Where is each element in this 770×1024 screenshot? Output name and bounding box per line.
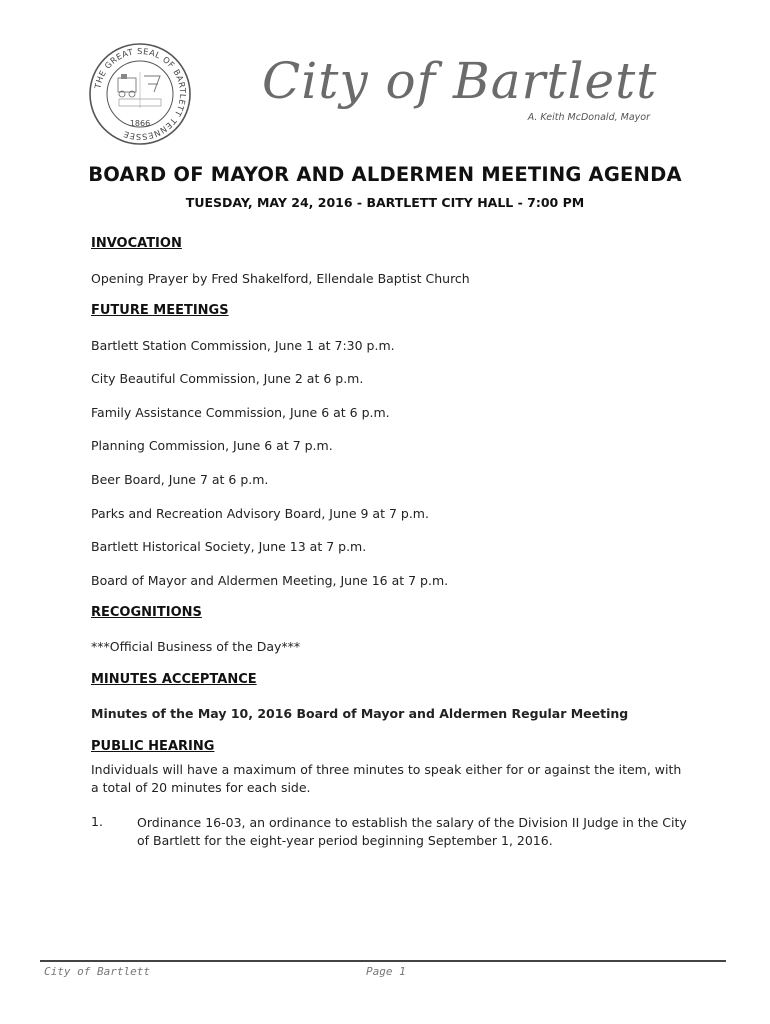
seal-ring-text: THE GREAT SEAL OF BARTLETT TENNESSEE	[92, 45, 189, 143]
invocation-heading: INVOCATION	[91, 236, 182, 251]
meeting-item: Beer Board, June 7 at 6 p.m.	[91, 472, 269, 487]
public-hearing-text: Individuals will have a maximum of three minutes to speak either for or against the item, with a total of 20 minutes for each side.	[91, 762, 682, 795]
public-hearing-heading: PUBLIC HEARING	[91, 739, 215, 754]
seal-year: 1866	[129, 119, 151, 128]
hearing-item-text: Ordinance 16-03, an ordinance to establish the salary of the Division II Judge in the City of Bartlett for the eight-year period beginning September 1, 2016.	[137, 815, 687, 848]
city-brand	[262, 50, 662, 130]
meeting-item: Parks and Recreation Advisory Board, June 9 at 7 p.m.	[91, 506, 429, 521]
footer-org: City of Bartlett	[44, 965, 150, 978]
recognitions-text: ***Official Business of the Day***	[91, 639, 301, 654]
hearing-item-number: 1.	[91, 814, 103, 829]
meeting-subtitle: TUESDAY, MAY 24, 2016 - BARTLETT CITY HALL - 7:00 PM	[185, 195, 585, 210]
mayor-name: A. Keith McDonald, Mayor	[527, 112, 650, 123]
footer-divider	[40, 960, 726, 962]
future-meetings-heading: FUTURE MEETINGS	[91, 303, 229, 318]
meeting-item: City Beautiful Commission, June 2 at 6 p.m.	[91, 371, 364, 386]
brand-title: City of Bartlett	[262, 52, 658, 110]
meeting-item: Planning Commission, June 6 at 7 p.m.	[91, 438, 333, 453]
invocation-text: Opening Prayer by Fred Shakelford, Ellendale Baptist Church	[91, 271, 470, 286]
minutes-text: Minutes of the May 10, 2016 Board of Mayor and Aldermen Regular Meeting	[91, 706, 629, 721]
meeting-item: Family Assistance Commission, June 6 at 6 p.m.	[91, 405, 390, 420]
page-title: BOARD OF MAYOR AND ALDERMEN MEETING AGENDA	[88, 163, 682, 186]
city-seal-icon	[88, 42, 192, 146]
recognitions-heading: RECOGNITIONS	[91, 605, 202, 620]
meeting-item: Bartlett Historical Society, June 13 at 7 p.m.	[91, 539, 367, 554]
minutes-heading: MINUTES ACCEPTANCE	[91, 672, 257, 687]
footer-page-number: Page 1	[366, 965, 406, 978]
meeting-item: Board of Mayor and Aldermen Meeting, June 16 at 7 p.m.	[91, 573, 449, 588]
meeting-item: Bartlett Station Commission, June 1 at 7:30 p.m.	[91, 338, 395, 353]
